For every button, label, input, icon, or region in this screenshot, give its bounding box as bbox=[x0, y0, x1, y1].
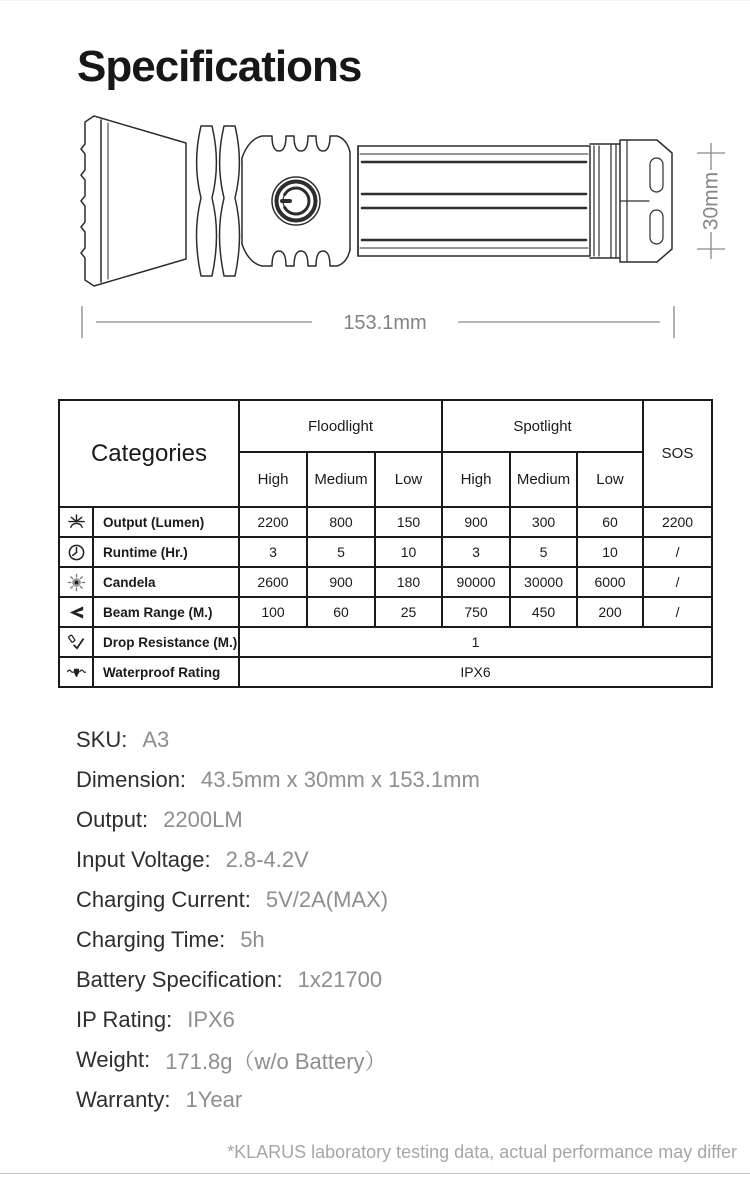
spec-value: 43.5mm x 30mm x 153.1mm bbox=[201, 767, 480, 792]
spec-label: SKU: bbox=[76, 727, 128, 752]
row-label: Runtime (Hr.) bbox=[93, 537, 239, 567]
runtime-icon bbox=[60, 543, 92, 562]
spec-label: Output: bbox=[76, 807, 149, 832]
beam-range-icon bbox=[60, 603, 92, 622]
floodlight-header: Floodlight bbox=[239, 400, 442, 452]
spec-label: Battery Specification: bbox=[76, 967, 283, 992]
spec-label: Warranty: bbox=[76, 1087, 171, 1112]
span-value: 1 bbox=[239, 627, 712, 657]
row-label: Candela bbox=[93, 567, 239, 597]
page-title: Specifications bbox=[77, 42, 362, 91]
spec-line-warranty bbox=[76, 1080, 736, 1120]
span-value: IPX6 bbox=[239, 657, 712, 687]
subheader-floodlight-high: High bbox=[239, 452, 307, 507]
spec-line-weight bbox=[76, 1040, 736, 1080]
sos-header: SOS bbox=[643, 400, 712, 507]
spec-value: 1x21700 bbox=[297, 967, 383, 992]
spec-value: 2.8-4.2V bbox=[225, 847, 309, 872]
spec-line-charging-current bbox=[76, 880, 736, 920]
spec-line-battery bbox=[76, 960, 736, 1000]
spec-line-dimension bbox=[76, 760, 736, 800]
subheader-spotlight-high: High bbox=[442, 452, 510, 507]
power-button-icon bbox=[272, 177, 320, 225]
spec-value: 1Year bbox=[185, 1087, 243, 1112]
spec-value: 5h bbox=[240, 927, 265, 952]
categories-header: Categories bbox=[59, 400, 239, 507]
spec-value: 2200LM bbox=[163, 807, 243, 832]
lab-disclaimer: *KLARUS laboratory testing data, actual performance may differ bbox=[227, 1142, 737, 1162]
height-dimension-label: 30mm bbox=[699, 171, 723, 231]
table-row-beam-range: Beam Range (M.) 100 60 25 750 450 200 / bbox=[59, 597, 712, 627]
row-label: Beam Range (M.) bbox=[93, 597, 239, 627]
spec-table bbox=[58, 399, 713, 688]
row-label: Drop Resistance (M.) bbox=[93, 627, 239, 657]
spec-line-sku bbox=[76, 720, 736, 760]
flashlight-drawing bbox=[60, 96, 750, 346]
spec-value: 171.8g（w/o Battery） bbox=[165, 1048, 387, 1074]
table-row-output: Output (Lumen) 2200 800 150 900 300 60 2200 bbox=[59, 507, 712, 537]
row-label: Waterproof Rating bbox=[93, 657, 239, 687]
spec-value: IPX6 bbox=[187, 1007, 235, 1032]
spec-label: Charging Time: bbox=[76, 927, 226, 952]
table-row-drop-resistance bbox=[59, 627, 712, 657]
candela-icon bbox=[60, 573, 92, 592]
flashlight-head bbox=[81, 116, 186, 286]
spec-value: 5V/2A(MAX) bbox=[265, 887, 389, 912]
spec-label: IP Rating: bbox=[76, 1007, 173, 1032]
table-row-waterproof bbox=[59, 657, 712, 687]
subheader-spotlight-low: Low bbox=[577, 452, 643, 507]
spec-line-output bbox=[76, 800, 736, 840]
waterproof-icon bbox=[60, 663, 92, 682]
bottom-divider bbox=[0, 1173, 750, 1174]
spec-label: Weight: bbox=[76, 1047, 151, 1072]
subheader-floodlight-medium: Medium bbox=[307, 452, 375, 507]
output-icon bbox=[60, 513, 92, 532]
spec-line-ip-rating bbox=[76, 1000, 736, 1040]
spec-line-charging-time bbox=[76, 920, 736, 960]
length-dimension-label: 153.1mm bbox=[343, 312, 427, 334]
flashlight-ring-band bbox=[197, 126, 217, 276]
row-label: Output (Lumen) bbox=[93, 507, 239, 537]
subheader-spotlight-medium: Medium bbox=[510, 452, 577, 507]
spec-label: Charging Current: bbox=[76, 887, 251, 912]
spec-label: Dimension: bbox=[76, 767, 187, 792]
spotlight-header: Spotlight bbox=[442, 400, 643, 452]
flashlight-diagram bbox=[60, 96, 750, 346]
drop-resistance-icon bbox=[60, 633, 92, 652]
table-row-runtime: Runtime (Hr.) 3 5 10 3 5 10 / bbox=[59, 537, 712, 567]
subheader-floodlight-low: Low bbox=[375, 452, 442, 507]
spec-label: Input Voltage: bbox=[76, 847, 211, 872]
flashlight-ring-band bbox=[220, 126, 240, 276]
table-row-candela: Candela 2600 900 180 90000 30000 6000 / bbox=[59, 567, 712, 597]
spec-list bbox=[76, 720, 736, 1120]
spec-line-input-voltage bbox=[76, 840, 736, 880]
spec-value: A3 bbox=[142, 727, 170, 752]
